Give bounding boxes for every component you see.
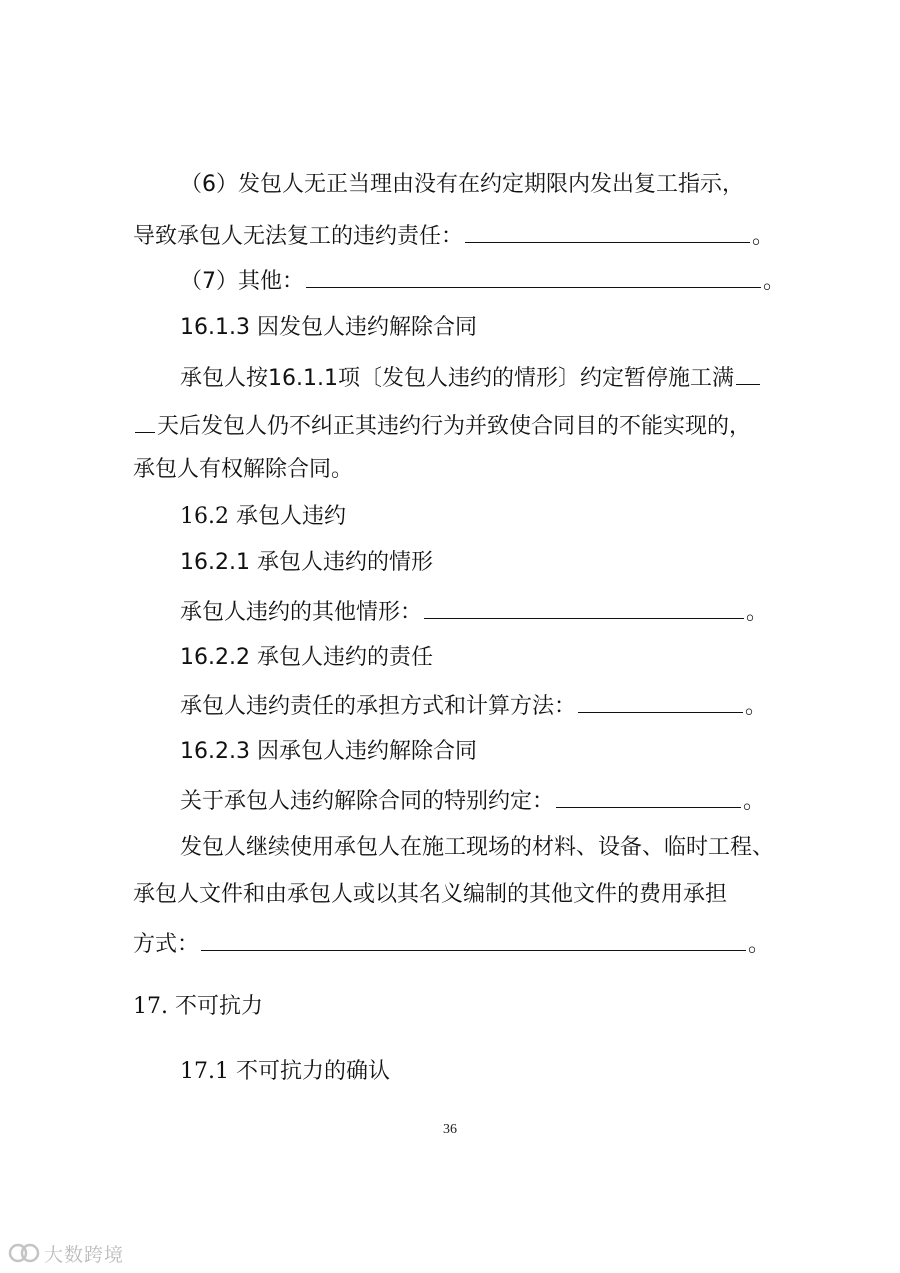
heading-17: 17. 不可抗力 (133, 994, 263, 1019)
heading-16-1-3: 16.1.3 因发包人违约解除合同 (180, 315, 477, 340)
page-number: 36 (443, 1122, 457, 1137)
paragraph-16-1-3-end: 承包人有权解除合同。 (133, 457, 354, 482)
paragraph-cost-end: 方式： 。 (133, 928, 770, 958)
clause-6-cont: 导致承包人无法复工的违约责任： 。 (133, 220, 774, 250)
clause-16-2-3-special: 关于承包人违约解除合同的特别约定： 。 (180, 785, 765, 815)
clause-6 (180, 170, 744, 200)
heading-16-2-1: 16.2.1 承包人违约的情形 (180, 550, 433, 575)
watermark-text: 大数跨境 (44, 1243, 125, 1266)
fill-blank (465, 220, 750, 243)
heading-17-1: 17.1 不可抗力的确认 (180, 1059, 390, 1084)
fill-blank (736, 362, 760, 385)
fill-blank (578, 690, 743, 713)
clause-16-2-1-other: 承包人违约的其他情形： 。 (180, 596, 768, 626)
watermark (8, 1238, 124, 1268)
fill-blank (201, 928, 746, 951)
heading-16-2-3: 16.2.3 因承包人违约解除合同 (180, 739, 477, 764)
clause-7: （7）其他： 。 (180, 265, 785, 295)
fill-blank (556, 785, 741, 808)
clause-7-text: （7）其他： (180, 269, 304, 294)
fill-blank (424, 596, 744, 619)
paragraph-16-1-3-cont: 天后发包人仍不纠正其违约行为并致使合同目的不能实现的， (133, 410, 751, 440)
heading-16-2-2: 16.2.2 承包人违约的责任 (180, 645, 433, 670)
paragraph-cost: 发包人继续使用承包人在施工现场的材料、设备、临时工程、 (180, 835, 775, 860)
clause-6-cont-text: 导致承包人无法复工的违约责任： (133, 224, 464, 249)
clause-6-text: （6）发包人无正当理由没有在约定期限内发出复工指示， (180, 172, 744, 197)
heading-16-2: 16.2 承包人违约 (180, 504, 346, 529)
paragraph-16-1-3: 承包人按16.1.1项〔发包人违约的情形〕约定暂停施工满 (180, 362, 762, 392)
clause-16-2-2-method: 承包人违约责任的承担方式和计算方法： 。 (180, 690, 767, 720)
watermark-logo-icon (8, 1240, 40, 1266)
paragraph-cost-cont: 承包人文件和由承包人或以其名义编制的其他文件的费用承担 (133, 882, 728, 907)
fill-blank (306, 265, 761, 288)
fill-blank (135, 410, 155, 433)
